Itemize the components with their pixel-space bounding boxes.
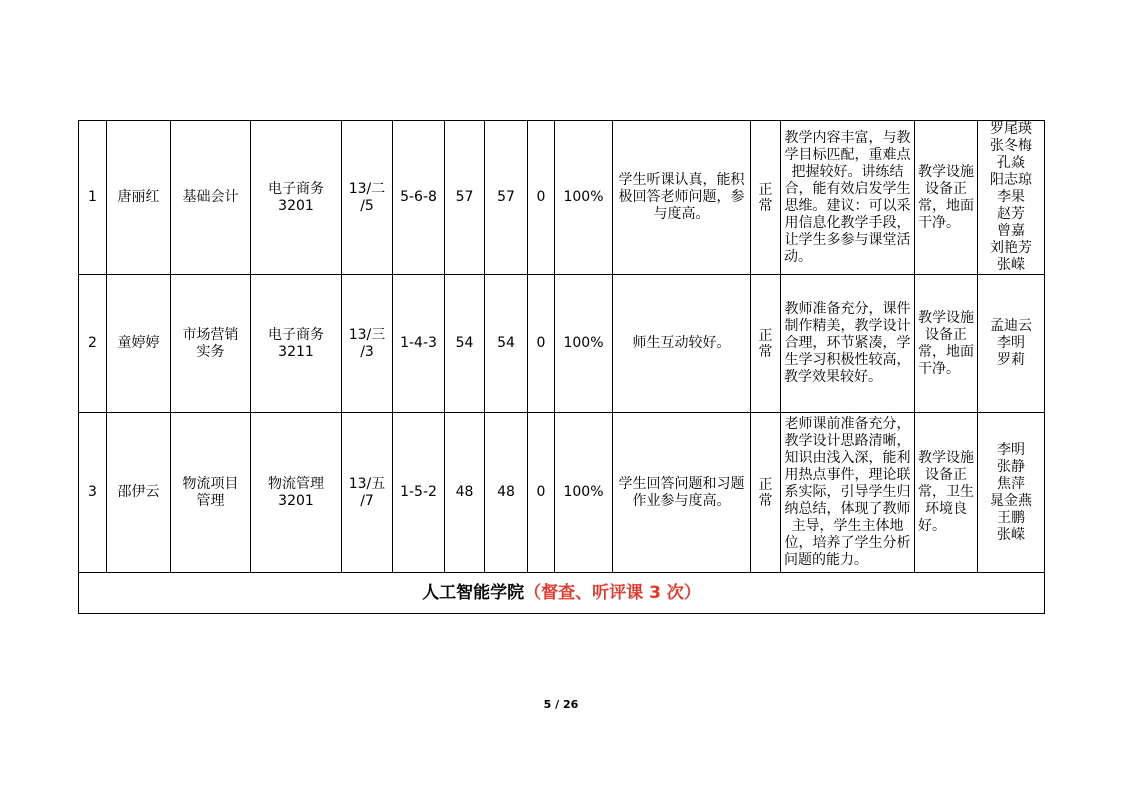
row-number: 2: [79, 275, 107, 413]
lesson-date: 13/三 /3: [342, 275, 393, 413]
facility-comment: 教学设施设备正常，地面干净。: [915, 275, 978, 413]
lesson-period: 1-5-2: [393, 413, 445, 573]
order-status: [751, 121, 781, 275]
row-number: 3: [79, 413, 107, 573]
section-note: （督查、听评课 3 次）: [524, 582, 701, 603]
class-name: 电子商务 3201: [251, 121, 342, 275]
present-count: 57: [485, 121, 528, 275]
course-name: 物流项目 管理: [171, 413, 251, 573]
attendance-rate: 100%: [555, 413, 613, 573]
absent-count: 0: [528, 121, 555, 275]
teacher-name: 童婷婷: [107, 275, 171, 413]
attendance-rate: 100%: [555, 275, 613, 413]
table-row: [79, 413, 1045, 573]
lesson-date: 13/二 /5: [342, 121, 393, 275]
teaching-comment: 教师准备充分，课件制作精美，教学设计合理，环节紧凑，学生学习积极性较高，教学效果较好。: [781, 275, 915, 413]
order-status-text: 正常: [758, 181, 773, 214]
inspector-list: 孟迪云 李明 罗莉: [978, 275, 1045, 413]
facility-comment: 教学设施设备正常，地面干净。: [915, 121, 978, 275]
class-name: 电子商务 3211: [251, 275, 342, 413]
expected-count: 57: [445, 121, 485, 275]
inspection-table: [78, 120, 1045, 614]
lesson-date: 13/五 /7: [342, 413, 393, 573]
attendance-rate: 100%: [555, 121, 613, 275]
lesson-period: 5-6-8: [393, 121, 445, 275]
teaching-comment: 老师课前准备充分，教学设计思路清晰，知识由浅入深，能利用热点事件，理论联系实际，引导学生归纳总结，体现了教师主导，学生主体地位，培养了学生分析问题的能力。: [781, 413, 915, 573]
student-comment: 学生回答问题和习题作业参与度高。: [613, 413, 751, 573]
section-header: [79, 573, 1045, 614]
lesson-period: 1-4-3: [393, 275, 445, 413]
expected-count: 54: [445, 275, 485, 413]
order-status-text: 正常: [758, 327, 773, 360]
expected-count: 48: [445, 413, 485, 573]
table-row: [79, 121, 1045, 275]
row-number: 1: [79, 121, 107, 275]
inspector-list: 罗尾瑛 张冬梅 孔焱 阳志琼 李果 赵芳 曾嘉 刘艳芳 张嵘: [978, 121, 1045, 275]
page-number: 5 / 26: [543, 698, 579, 711]
teacher-name: 邵伊云: [107, 413, 171, 573]
course-name: 基础会计: [171, 121, 251, 275]
student-comment: 师生互动较好。: [613, 275, 751, 413]
absent-count: 0: [528, 413, 555, 573]
facility-comment: 教学设施设备正常，卫生环境良好。: [915, 413, 978, 573]
section-title: 人工智能学院: [422, 582, 525, 603]
order-status: [751, 275, 781, 413]
student-comment: 学生听课认真，能积极回答老师问题，参与度高。: [613, 121, 751, 275]
class-name: 物流管理 3201: [251, 413, 342, 573]
absent-count: 0: [528, 275, 555, 413]
table-row: [79, 275, 1045, 413]
present-count: 48: [485, 413, 528, 573]
inspector-list: 李明 张静 焦萍 晁金燕 王鹏 张嵘: [978, 413, 1045, 573]
section-header-row: [79, 573, 1045, 614]
course-name: 市场营销 实务: [171, 275, 251, 413]
teaching-comment: 教学内容丰富，与教学目标匹配，重难点把握较好。讲练结合，能有效启发学生思维。建议：可以采用信息化教学手段，让学生多参与课堂活动。: [781, 121, 915, 275]
order-status-text: 正常: [758, 476, 773, 509]
teacher-name: 唐丽红: [107, 121, 171, 275]
order-status: [751, 413, 781, 573]
present-count: 54: [485, 275, 528, 413]
